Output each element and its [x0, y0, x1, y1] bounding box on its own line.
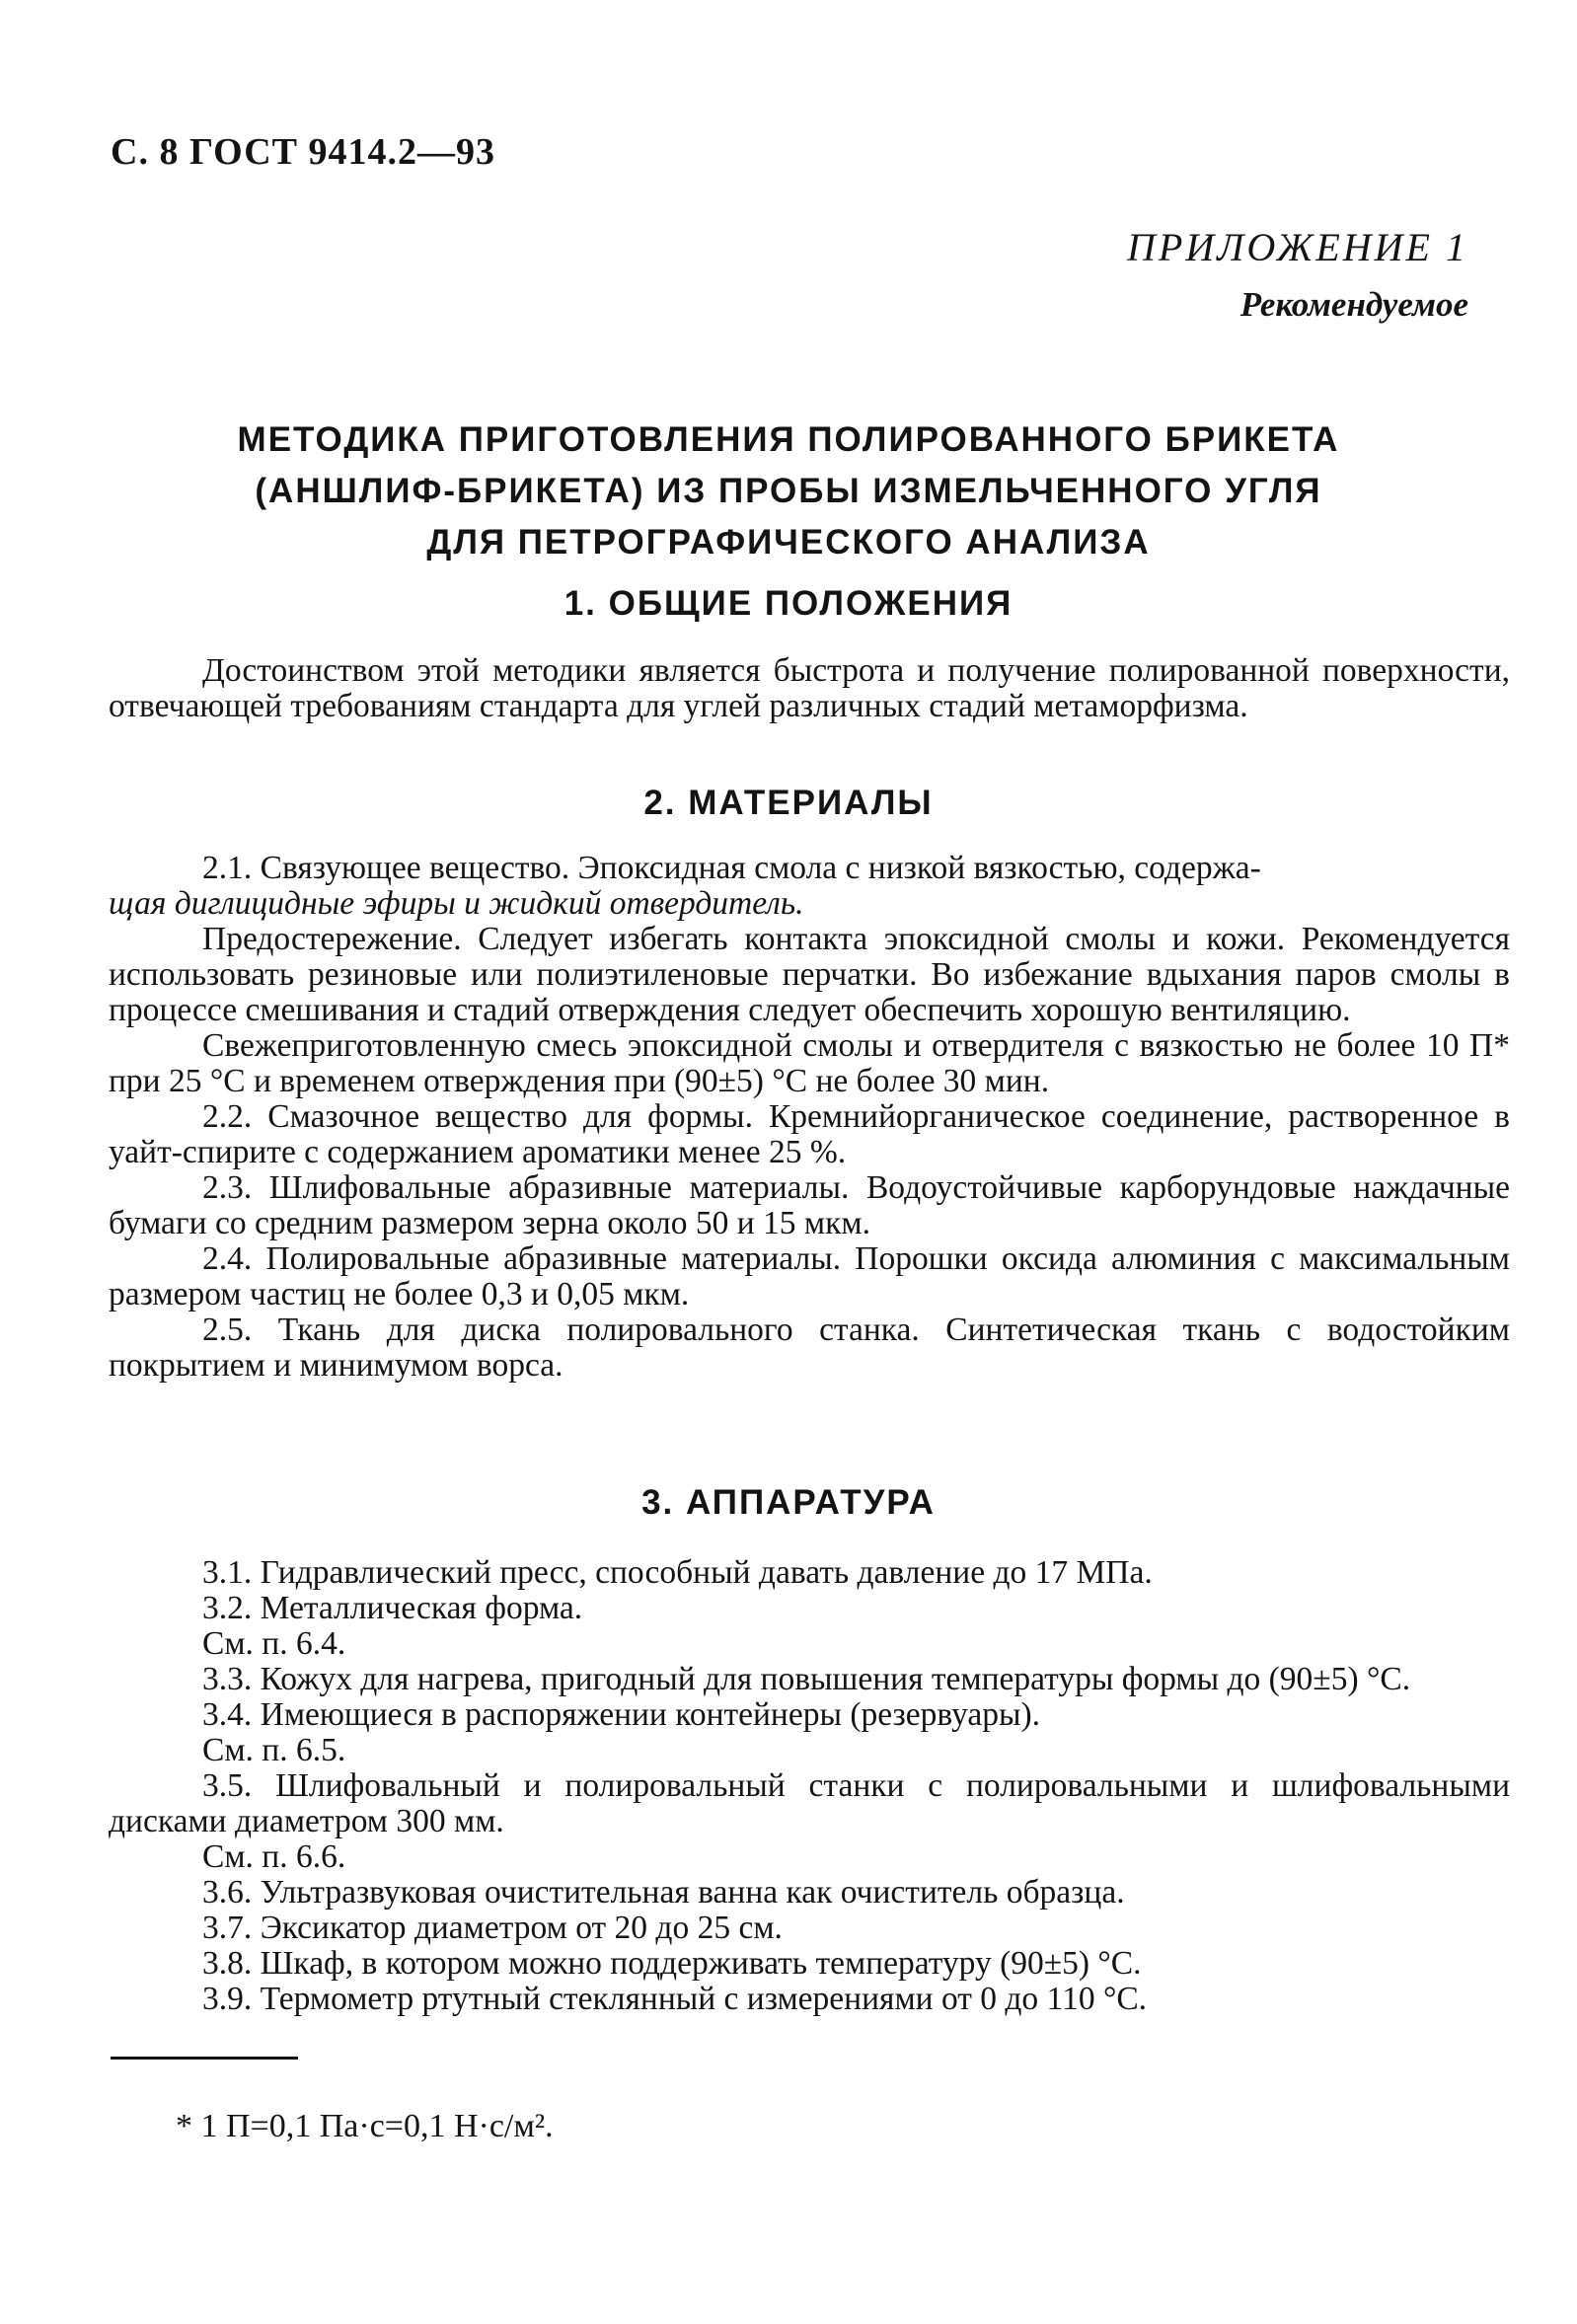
paragraph: 2.5. Ткань для диска полировального станка. Синтетическая ткань с водостойким покрытием и минимумом ворса. — [109, 1312, 1510, 1384]
section-1-body — [109, 653, 1510, 724]
section-3-heading: 3. АППАРАТУРА — [641, 1483, 936, 1522]
title-line-2: (АНШЛИФ-БРИКЕТА) ИЗ ПРОБЫ ИЗМЕЛЬЧЕННОГО УГЛЯ — [255, 472, 1322, 510]
list-item: См. п. 6.5. — [202, 1732, 346, 1768]
paragraph: 2.2. Смазочное вещество для формы. Кремнийорганическое соединение, растворенное в уайт-спирите с содержанием ароматики менее 25 %. — [109, 1098, 1510, 1170]
paragraph: Достоинством этой методики является быстрота и получение полированной поверхности, отвечающей требованиям стандарта для углей различных стадий метаморфизма. — [109, 652, 1510, 724]
list-item: 3.3. Кожух для нагрева, пригодный для повышения температуры формы до (90±5) °С. — [202, 1661, 1411, 1697]
list-item: 3.8. Шкаф, в котором можно поддерживать температуру (90±5) °С. — [202, 1945, 1142, 1982]
document-title — [109, 414, 1468, 568]
section-3-list — [109, 1555, 1510, 2017]
list-item: 3.4. Имеющиеся в распоряжении контейнеры (резервуары). — [202, 1696, 1041, 1733]
list-item: 3.1. Гидравлический пресс, способный давать давление до 17 МПа. — [202, 1554, 1153, 1591]
paragraph-start: 2.1. Связующее вещество. Эпоксидная смола с низкой вязкостью, содержа- — [202, 850, 1261, 886]
footnote: * 1 П=0,1 Па·с=0,1 Н·с/м². — [176, 2108, 554, 2144]
list-item: 3.5. Шлифовальный и полировальный станки с полировальными и шлифовальными дисками диаметром 300 мм. — [109, 1767, 1510, 1839]
footnote-divider — [111, 2057, 298, 2060]
section-2-heading: 2. МАТЕРИАЛЫ — [643, 784, 934, 822]
section-2-body — [109, 851, 1510, 1384]
paragraph-italic: щая диглицидные эфиры и жидкий отвердитель. — [109, 885, 804, 922]
appendix-subtitle: Рекомендуемое — [1239, 285, 1468, 324]
paragraph: Предостережение. Следует избегать контакта эпоксидной смолы и кожи. Рекомендуется использовать резиновые или полиэтиленовые перчатки. Во избежание вдыхания паров смолы в процессе смешивания и стадий отверждения следует обеспечить хорошую вентиляцию. — [109, 921, 1510, 1028]
title-line-1: МЕТОДИКА ПРИГОТОВЛЕНИЯ ПОЛИРОВАННОГО БРИКЕТА — [237, 420, 1340, 459]
appendix-label — [1127, 219, 1468, 334]
paragraph: 2.3. Шлифовальные абразивные материалы. Водоустойчивые карборундовые наждачные бумаги со средним размером зерна около 50 и 15 мкм. — [109, 1169, 1510, 1241]
paragraph — [109, 851, 1510, 922]
appendix-title: ПРИЛОЖЕНИЕ 1 — [1127, 225, 1468, 269]
paragraph: Свежеприготовленную смесь эпоксидной смолы и отвердителя с вязкостью не более 10 П* при 25 °С и временем отверждения при (90±5) °С не более 30 мин. — [109, 1027, 1510, 1099]
list-item: См. п. 6.4. — [202, 1625, 346, 1662]
page-header: С. 8 ГОСТ 9414.2—93 — [111, 131, 495, 173]
list-item: 3.2. Металлическая форма. — [202, 1590, 583, 1626]
section-1-heading: 1. ОБЩИЕ ПОЛОЖЕНИЯ — [563, 584, 1014, 623]
list-item: 3.9. Термометр ртутный стеклянный с измерениями от 0 до 110 °С. — [202, 1981, 1148, 2017]
list-item: См. п. 6.6. — [202, 1838, 346, 1875]
list-item: 3.6. Ультразвуковая очистительная ванна как очиститель образца. — [202, 1874, 1125, 1911]
paragraph: 2.4. Полировальные абразивные материалы. Порошки оксида алюминия с максимальным размером частиц не более 0,3 и 0,05 мкм. — [109, 1240, 1510, 1312]
title-line-3: ДЛЯ ПЕТРОГРАФИЧЕСКОГО АНАЛИЗА — [426, 523, 1151, 562]
list-item: 3.7. Эксикатор диаметром от 20 до 25 см. — [202, 1910, 783, 1946]
